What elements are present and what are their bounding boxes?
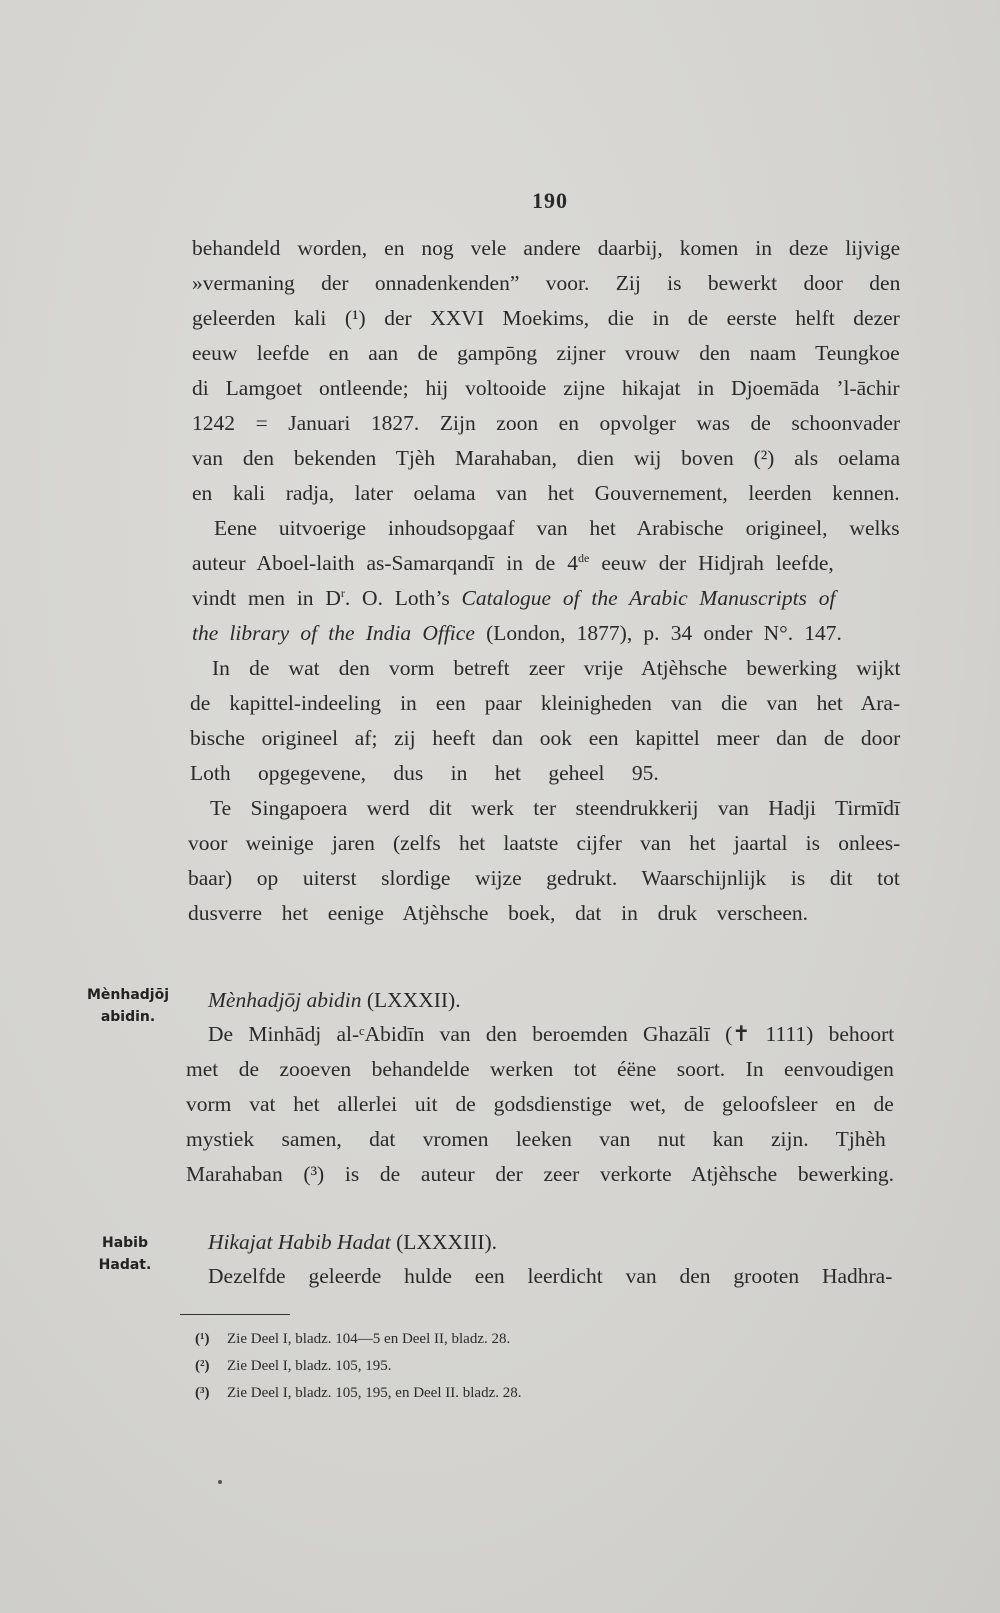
text-line: behandeld worden, en nog vele andere daarbij, komen in deze lijvige [192,236,901,260]
footnote-text: Zie Deel I, bladz. 105, 195, en Deel II. bladz. 28. [227,1385,522,1401]
text-line: eeuw leefde en aan de gampōng zijner vrouw den naam Teungkoe [192,341,900,365]
section-title-number: (LXXXIII). [390,1230,498,1254]
text-line: van den bekenden Tjèh Marahaban, dien wij boven (²) als oelama [192,446,901,470]
footnote-text: Zie Deel I, bladz. 105, 195. [227,1358,392,1374]
text-line: met de zooeven behandelde werken tot éëne soort. In eenvoudigen [186,1057,894,1081]
text-line: Te Singapoera werd dit werk ter steendrukkerij van Hadji Tirmīdī [210,796,900,820]
text-run: eeuw der Hidjrah leefde, [589,551,834,575]
text-line: Eene uitvoerige inhoudsopgaaf van het Arabische origineel, welks [214,516,900,540]
section-title-italic: Hikajat Habib Hadat [208,1230,391,1254]
footnote-rule [180,1314,290,1315]
text-line: In de wat den vorm betreft zeer vrije Atjèhsche bewerking wijkt [212,656,901,680]
footnote-mark: (³) [195,1385,210,1401]
section-title-menhadjoj [208,988,461,1013]
page-number: 190 [532,188,568,213]
text-line: di Lamgoet ontleende; hij voltooide zijne hikajat in Djoemāda ’l-āchir [192,376,900,400]
text-line: en kali radja, later oelama van het Gouvernement, leerden kennen. [192,481,900,505]
section-title-italic: Mènhadjōj abidin [208,988,362,1012]
margin-note-habib [80,1232,170,1276]
catalogue-title: Catalogue of the Arabic Manuscripts of [461,586,836,610]
footnote-2 [195,1353,521,1380]
superscript: r [340,585,345,600]
footnote-mark: (¹) [195,1331,210,1347]
paper-speck [218,1480,222,1484]
text-line: 1242 = Januari 1827. Zijn zoon en opvolger was de schoonvader [192,411,901,435]
text-line: mystiek samen, dat vromen leeken van nut kan zijn. Tjhèh [186,1127,886,1151]
text-line [192,623,900,645]
text-line: »vermaning der onnadenkenden” voor. Zij is bewerkt door den [192,271,901,295]
margin-note-line: Hadat. [98,1257,152,1273]
superscript: de [578,550,590,565]
text-line: Marahaban (³) is de auteur der zeer verkorte Atjèhsche bewerking. [186,1162,894,1186]
margin-note-line: Habib [101,1235,148,1251]
text-run: vindt men in D [192,586,341,610]
margin-note-line: Mènhadjōj [86,987,170,1003]
text-line [192,550,900,575]
text-line [192,585,900,610]
text-line: baar) op uiterst slordige wijze gedrukt. Waarschijnlijk is dit tot [188,866,900,890]
text-run: auteur Aboel-laith as-Samarqandī in de 4 [192,551,579,575]
margin-note-menhadjoj [78,984,178,1028]
text-line: voor weinige jaren (zelfs het laatste cijfer van het jaartal is onlees- [188,831,901,855]
catalogue-title-continued: the library of the India Office [192,621,475,645]
text-line: De Minhādj al-ᶜAbidīn van den beroemden Ghazālī (✝ 1111) behoort [208,1022,895,1046]
text-line: Loth opgegevene, dus in het geheel 95. [190,761,659,785]
text-line: geleerden kali (¹) der XXVI Moekims, die in de eerste helft dezer [192,306,900,330]
text-line: bische origineel af; zij heeft dan ook een kapittel meer dan de door [190,726,901,750]
footnote-text: Zie Deel I, bladz. 104—5 en Deel II, bladz. 28. [227,1331,511,1347]
text-line: vorm vat het allerlei uit de godsdienstige wet, de geloofsleer en de [186,1092,894,1116]
text-run: (London, 1877), p. 34 onder N°. 147. [474,621,842,645]
text-line: de kapittel-indeeling in een paar kleinigheden van die van het Ara- [190,691,901,715]
section-title-number: (LXXXII). [361,988,461,1012]
footnotes [195,1326,521,1407]
footnote-1 [195,1326,521,1353]
text-run: . O. Loth’s [344,586,462,610]
text-line: Dezelfde geleerde hulde een leerdicht van den grooten Hadhra- [208,1264,893,1288]
margin-note-line: abidin. [100,1009,156,1025]
footnote-3 [195,1380,521,1407]
section-title-habib [208,1230,497,1255]
footnote-mark: (²) [195,1358,210,1374]
text-line: dusverre het eenige Atjèhsche boek, dat in druk verscheen. [188,901,809,925]
